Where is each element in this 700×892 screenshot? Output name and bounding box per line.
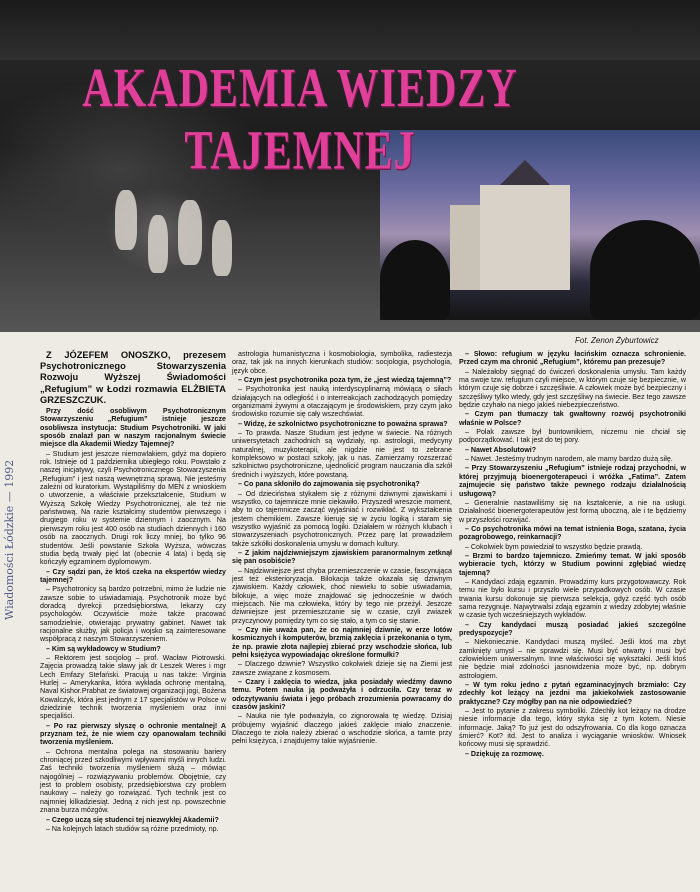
interview-question: – Czary i zaklęcia to wiedza, jaka posiadały wiedźmy dawno temu. Potem nauka ją podważyła i odrzuciła. Czy teraz w odczytywaniu świata i jego próbach zrozumienia powracamy do czasów jaskini? [232,678,452,712]
text-column-2 [232,350,452,747]
interview-question: – Czego uczą się studenci tej niezwykłej Akademii? [46,815,219,824]
interview-question: – Po raz pierwszy słyszę o ochronie mentalnej! A przyznam też, że nie wiem czy opanowałam techniki tworzenia myśleniem. [40,721,226,747]
interview-question: – W tym roku jedno z pytań egzaminacyjnych brzmiało: Czy zdechły kot leżący na jezdni ma jakiekolwiek zastosowanie praktyczne? Czy mógłby pan na nie odpowiedzieć? [459,681,686,706]
interview-question: – Przy Stowarzyszeniu „Refugium” istnieje rodzaj przychodni, w której przyjmują bioenergoterapeuci i wróżka „Fatima”. Zatem zajmujecie się państwo także pewnego rodzaju działalnością usługową? [459,464,686,498]
interview-answer: – Niekoniecznie. Kandydaci muszą myśleć. Jeśli ktoś ma zbyt zamknięty umysł – nie sprawdzi się. Musi być otwarty i musi być człowiekiem uniwersalnym. Inne właściwości się wykształci. Jeśli ktoś nie będzie miał zdolności jasnowidzenia może być, np. dobrym astrologiem. [459,638,686,680]
interview-answer: – Od dzieciństwa stykałem się z różnymi dziwnymi zjawiskami i wszystko, co tajemnicze mnie ciekawiło. Przyszedł wreszcie moment, aby to co tajemnicze zacząć wyjaśniać i rozwikłać. Z wykształcenia jestem chemikiem. Zawsze kieruję się w życiu logiką i staram się wszystko wyjaśnić za pomocą logiki. Działałem w różnych klubach i stowarzyszeniach psychotronicznych. Przez parę lat prowadziłem także szkółki doskonalenia umysłu w domach kultury. [232,489,452,548]
interview-question: – Słowo: refugium w języku łacińskim oznacza schronienie. Przed czym ma chronić „Refugium”, któremu pan prezesuje? [459,350,686,367]
interview-answer: – Należałoby sięgnąć do ćwiczeń doskonalenia umysłu. Tam każdy ma swoje tzw. refugium czyli miejsce, w którym czuje się bezpiecznie, w którym czuje się dobrze i szczęśliwie. A człowiek może być bezpieczny i szczęśliwy tylko wtedy, gdy jest szczęśliwy na świecie. Bez tego zawsze będzie czyhało na niego jakieś niebezpieczeństwo. [459,367,686,410]
interview-answer: – Nawet. Jesteśmy trudnym narodem, ale mamy bardzo dużą siłę. [465,455,673,464]
interview-answer: – Psychotronika jest nauką interdyscyplinarną mówiącą o siłach działających na odległość i o interreakcjach zachodzących pomiędzy organizmami żywymi a otaczającym je środowiskiem, przy czym jako środowisko rozumie się cały wszechświat. [232,385,452,419]
interview-question: – Czym pan tłumaczy tak gwałtowny rozwój psychotroniki właśnie w Polsce? [459,410,686,427]
interview-answer: – Cokolwiek bym powiedział to wszystko będzie prawdą. [465,542,643,551]
article-lead [40,350,226,406]
text-column-3 [459,350,686,759]
interview-question: – Czy sądzi pan, że ktoś czeka na ekspertów wiedzy tajemnej? [40,567,226,584]
interview-answer: – Jest to pytanie z zakresu symboliki. Zdechły kot leżący na drodze niesie informacje dla tego, który styka się z tym kotem. Niesie informacje. Jaką? To już jest do odszyfrowania. Co dla kogo oznacza śmierć? Kot? itd. Jest to analiza i wyciąganie wniosków. Wniosek końcowy musi się sprawdzić. [459,707,686,749]
interview-question: – Czy kandydaci muszą posiadać jakieś szczególne predyspozycje? [459,620,686,637]
interview-answer: – Na kolejnych latach studiów są różne przedmioty, np. [46,824,219,833]
interview-question: – Co psychotronika mówi na temat istnienia Boga, szatana, życia pozagrobowego, reinkarnacji? [459,524,686,542]
interview-answer: – Ochrona mentalna polega na stosowaniu bariery chroniącej przed szkodliwymi wpływami myśli innych ludzi. Zaś techniki tworzenia myśleniem służą – mówiąc najogólniej – rozwiązywaniu problemów. Obojętnie, czy jest to problem osobisty, przedsiębiorstwa czy problem naukowy – należy go rozwiązać. Tych technik jest co najmniej kilkadziesiąt. Jedną z nich jest np. powszechnie znana burza mózgów. [40,747,226,815]
dancing-figure [212,220,232,276]
interview-answer: – Najdziwniejsze jest chyba przemieszczenie w czasie, fascynująca jest też eksterioryzacja. Bilokacja także okazała się dziwnym zjawiskiem. Każdy człowiek, choć niewielu to sobie uświadamia, bilokuje, a więc może znajdować się jednocześnie w dwóch miejscach. Nie ma człowieka, który by tego nie przeżył. Jeszcze dziwniejsze jest przemieszczanie się w czasie, czyli zwiazek przyczynowy pomiędzy tym co się stało, a tym co się stanie. [232,566,452,625]
text-column-1 [40,350,226,834]
interview-answer: – Kandydaci zdają egzamin. Prowadzimy kurs przygotowawczy. Rok temu nie było kursu i przyszło wiele przypadkowych osób. W czasie trwania kursu dokonuje się pierwsza selekcja, gdyż część tych osób sama rezygnuje. Najwytrwalsi zdają egzamin z wiedzy zdobytej właśnie w czasie tych wcześniejszych wykładów. [459,577,686,620]
col1-body [40,407,226,833]
interview-answer: astrologia humanistyczna i kosmobiologia, symbolika, radiestezja oraz, tak jak na innych kierunkach studiów: socjologia, psychologia, język obce. [232,350,452,375]
interview-question: Przy dość osobliwym Psychotronicznym Stowarzyszeniu „Refugium” istnieje jeszcze osobliwsza instytucja: Studium Psychotroniki. W jaki sposób znalazł pan w naszym racjonalnym świecie miejsce dla Akademii Wiedzy Tajemnej? [40,407,226,449]
interview-answer: – Psychotronicy są bardzo potrzebni, mimo że ludzie nie zawsze sobie to uświadamiają. Psychotronik może być doradcą dyrekcji przedsiębiorstwa, lekarzy czy psychologów. Oczywiście może także pracować samodzielnie, otwierając prywatny gabinet. Nawet tak racjonalne służby, jak policja i wojsko są zainteresowane współpracą z naszym Stowarzyszeniem. [40,585,226,644]
castle-silhouette [480,185,570,290]
header-photo [0,0,700,332]
interview-answer: – Rektorem jest socjolog – prof. Wacław Piotrowski. Zajęcia prowadzą takie sławy jak dr Leszek Weres i mgr Lech Emfazy Stefański. Pracują u nas także: Virginia Hurlej – Amerykanka, która wykłada ochronę mentalną, Naval Kishor.Prabhat ze światowej organizacji jogi, Bożena Kowalczyk, która jest jednym z 17 specjalistów w Polsce w dziedzinie technik tworzenia myśleniem oraz inni specjaliści. [40,653,226,721]
interview-answer: – Dlaczego dziwnie? Wszystko cokolwiek dzieje się na Ziemi jest zawsze związane z kosmosem. [232,660,452,677]
col2-body [232,350,452,746]
interview-question: – Nawet Absolutowi? [465,445,537,454]
interview-question: – Co pana skłoniło do zajmowania się psychotroniką? [238,480,420,489]
interview-answer: – Studium jest jeszcze niemowlakiem, gdyż ma dopiero rok. Istnieje od 1 października ubiegłego roku. Powstało z naszej inicjatywy, czyli Psychotronicznego Stowarzyszenia „Refugium” i jest naszą wewnętrzną sprawą. Nie jesteśmy zależni od kuratorium. Wystąpiliśmy do MEN z wnioskiem o utworzenie, a właściwie przekształcenie, Studium w Wyższą Szkołę Wiedzy Psychotronicznej, ale też nie państwową. Na razie kształcimy studentów pierwszego i drugiego roku w systemie dziennym i zaocznym. Na pierwszym roku jest 400 osób na studiach dziennych i 160 osób na zaocznych. Drugi rok liczy mniej, bo tylko 96 studentów. Jeśli powstanie Szkoła Wyższa, wówczas studia będą trwały pięć lat (obecnie 4 lata) i będą się kończyły egzaminem dyplomowym. [40,449,226,567]
lead-text: Z JÓZEFEM ONOSZKO, prezesem Psychotronicznego Stowarzyszenia Rozwoju Wyższej Świadomości „Refugium” w Łodzi rozmawia [40,350,226,394]
dancing-figure [115,190,137,250]
interview-question: – Brzmi to bardzo tajemniczo. Zmieńmy temat. W jaki sposób wybieracie tych, którzy w Studium powinni zgłębiać wiedzę tajemną? [459,551,686,577]
interview-question: – Dziękuję za rozmowę. [465,749,544,758]
interview-answer: – Nauka nie tyle podważyła, co zignorowała tę wiedzę. Dzisiaj próbujemy wyjaśnić dlaczego jakieś zaklęcie miało znaczenie. Dlaczego te zioła należy zbierać o wschodzie słońca, a tamte przy pełni księżyca, i znajdujemy takie wyjaśnienie. [232,712,452,746]
lead-author: ELŻBIETA GRZESZCZUK. [40,383,226,405]
handwritten-note: Wiadomości Łódzkie — 1992 [3,459,16,620]
article-title: AKADEMIA WIEDZY TAJEMNEJ [82,59,518,182]
photo-credit: Fot. Zenon Żyburtowicz [575,336,659,345]
interview-question: – Czy nie uważa pan, że co najmniej dziwnie, w erze lotów kosmicznych i komputerów, brzmią zaklęcia i przekonania o tym, że np. prawie złota najlepiej zbierać przy wschodzie słońca, lub pełni księżyca wypowiadając określone formułki? [232,626,452,660]
tree-silhouette [380,240,450,320]
interview-question: – Czym jest psychotronika poza tym, że „jest wiedzą tajemną”? [238,376,452,385]
tree-silhouette [590,220,700,320]
photo-dark-band [0,0,700,60]
interview-answer: – Generalnie nastawiliśmy się na kształcenie, a nie na usługi. Działalność bioenergoterapeutów jest formą uboczną, ale i te będziemy w przyszłości rozwijać. [459,498,686,524]
col3-body [459,350,686,758]
dancing-figure [148,215,168,273]
interview-answer: – Polak zawsze był buntownikiem, niczemu nie chciał się podporządkować. I tak jest do tej pory. [459,428,686,445]
interview-question: – Z jakim najdziwniejszym zjawiskiem paranormalnym zetknął się pan osobiście? [232,548,452,566]
interview-answer: – To prawda. Nasze Studium jest jedyne w świecie. Na różnych uniwersytetach zachodnich są wydziały, np. astrologii, medycyny naturalnej, muzykoterapii, ale nigdzie nie jest to zebrane kompleksowo w postaci szkoły, jak u nas. Zamierzamy rozszerzać szkolnictwo psychotroniczne, ujednolicić program nauczania dla szkół średnich i wyższych, które powstaną. [232,429,452,479]
interview-question: – Widzę, że szkolnictwo psychotroniczne to poważna sprawa? [238,419,448,428]
dancing-figure [178,200,202,265]
interview-question: – Kim są wykładowcy w Studium? [46,644,161,653]
